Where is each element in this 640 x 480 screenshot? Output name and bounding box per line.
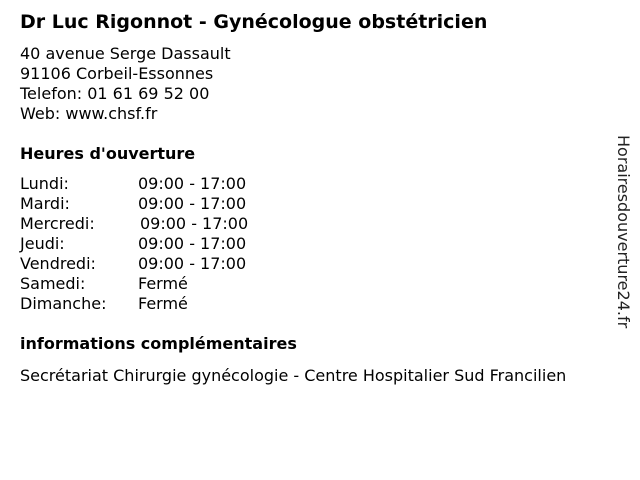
day-label: Jeudi: <box>20 234 65 253</box>
hours-value: 09:00 - 17:00 <box>138 194 247 213</box>
additional-info-heading: informations complémentaires <box>20 334 297 353</box>
page-title: Dr Luc Rigonnot - Gynécologue obstétricien <box>20 11 488 33</box>
hours-row-sunday <box>20 294 320 314</box>
hours-value: Fermé <box>138 274 188 293</box>
hours-value: Fermé <box>138 294 188 313</box>
day-label: Dimanche: <box>20 294 107 313</box>
day-label: Mardi: <box>20 194 70 213</box>
hours-row-monday <box>20 174 320 194</box>
day-label: Vendredi: <box>20 254 96 273</box>
opening-hours-table <box>20 174 320 314</box>
website: Web: www.chsf.fr <box>20 104 158 123</box>
address-block <box>20 44 231 124</box>
address-street: 40 avenue Serge Dassault <box>20 44 231 63</box>
hours-row-friday <box>20 254 320 274</box>
hours-value: 09:00 - 17:00 <box>140 214 249 233</box>
day-label: Mercredi: <box>20 214 95 233</box>
hours-value: 09:00 - 17:00 <box>138 254 247 273</box>
hours-value: 09:00 - 17:00 <box>138 174 247 193</box>
address-city: 91106 Corbeil-Essonnes <box>20 64 214 83</box>
phone-number: Telefon: 01 61 69 52 00 <box>20 84 210 103</box>
hours-row-wednesday <box>20 214 320 234</box>
day-label: Samedi: <box>20 274 86 293</box>
hours-row-saturday <box>20 274 320 294</box>
hours-value: 09:00 - 17:00 <box>138 234 247 253</box>
watermark-text: Horairesdouverture24.fr <box>614 135 633 329</box>
hours-row-tuesday <box>20 194 320 214</box>
hours-row-thursday <box>20 234 320 254</box>
additional-info-text: Secrétariat Chirurgie gynécologie - Centre Hospitalier Sud Francilien <box>20 366 567 385</box>
opening-hours-heading: Heures d'ouverture <box>20 144 196 163</box>
day-label: Lundi: <box>20 174 69 193</box>
watermark <box>611 135 635 345</box>
